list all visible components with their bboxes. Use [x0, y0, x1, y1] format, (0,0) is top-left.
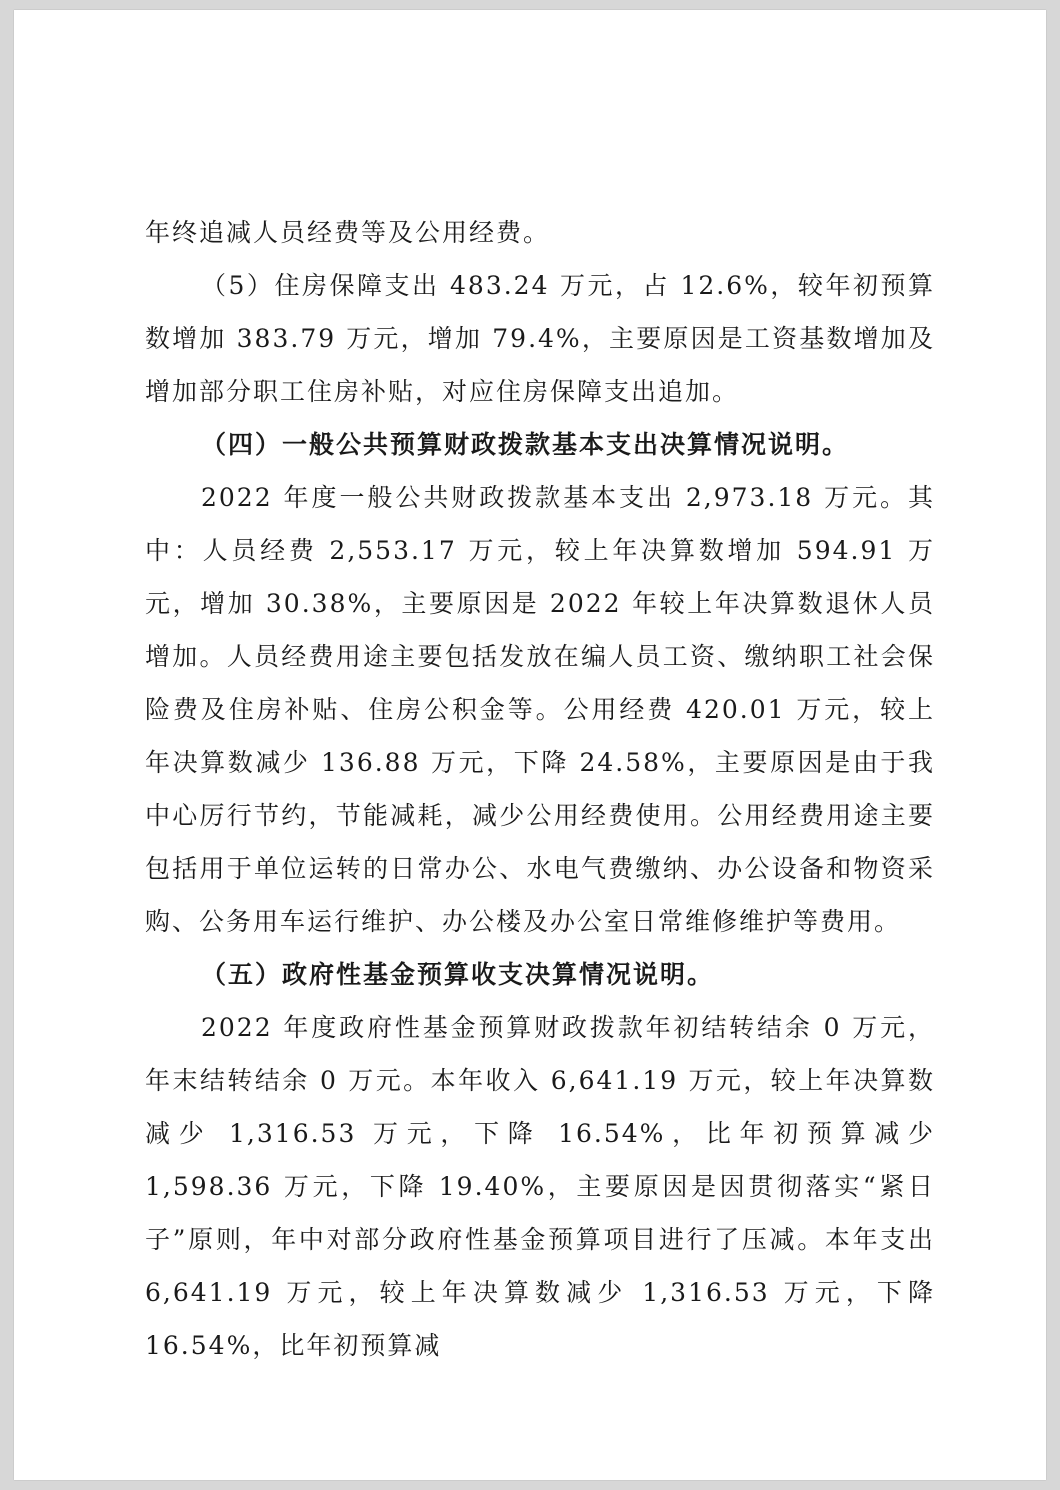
section-heading-4: （四）一般公共预算财政拨款基本支出决算情况说明。 [201, 430, 850, 459]
paragraph-continuation: 年终追减人员经费等及公用经费。 [145, 218, 551, 247]
paragraph-basic-expenditure: 2022 年度一般公共财政拨款基本支出 2,973.18 万元。其中：人员经费 2,553.17 万元，较上年决算数增加 594.91 万元，增加 30.38%，主要原因是 2022 年较上年决算数退休人员增加。人员经费用途主要包括发放在编人员工资、缴纳职工社会保险费及住房补贴、住房公积金等。公用经费 420.01 万元，较上年决算数减少 136.88 万元，下降 24.58%，主要原因是由于我中心厉行节约，节能减耗，减少公用经费使用。公用经费用途主要包括用于单位运转的日常办公、水电气费缴纳、办公设备和物资采购、公务用车运行维护、办公楼及办公室日常维修维护等费用。 [145, 483, 935, 936]
paragraph-government-fund: 2022 年度政府性基金预算财政拨款年初结转结余 0 万元，年末结转结余 0 万元。本年收入 6,641.19 万元，较上年决算数减少 1,316.53 万元，下降 16.54%，比年初预算减少 1,598.36 万元，下降 19.40%，主要原因是因贯彻落实“紧日子”原则，年中对部分政府性基金预算项目进行了压减。本年支出 6,641.19 万元，较上年决算数减少 1,316.53 万元，下降 16.54%，比年初预算减 [145, 1013, 935, 1360]
document-body [145, 206, 935, 1372]
document-page [14, 10, 1046, 1480]
section-heading-5: （五）政府性基金预算收支决算情况说明。 [201, 960, 715, 989]
paragraph-housing-expenditure: （5）住房保障支出 483.24 万元，占 12.6%，较年初预算数增加 383.79 万元，增加 79.4%，主要原因是工资基数增加及增加部分职工住房补贴，对应住房保障支出追加。 [145, 271, 935, 406]
